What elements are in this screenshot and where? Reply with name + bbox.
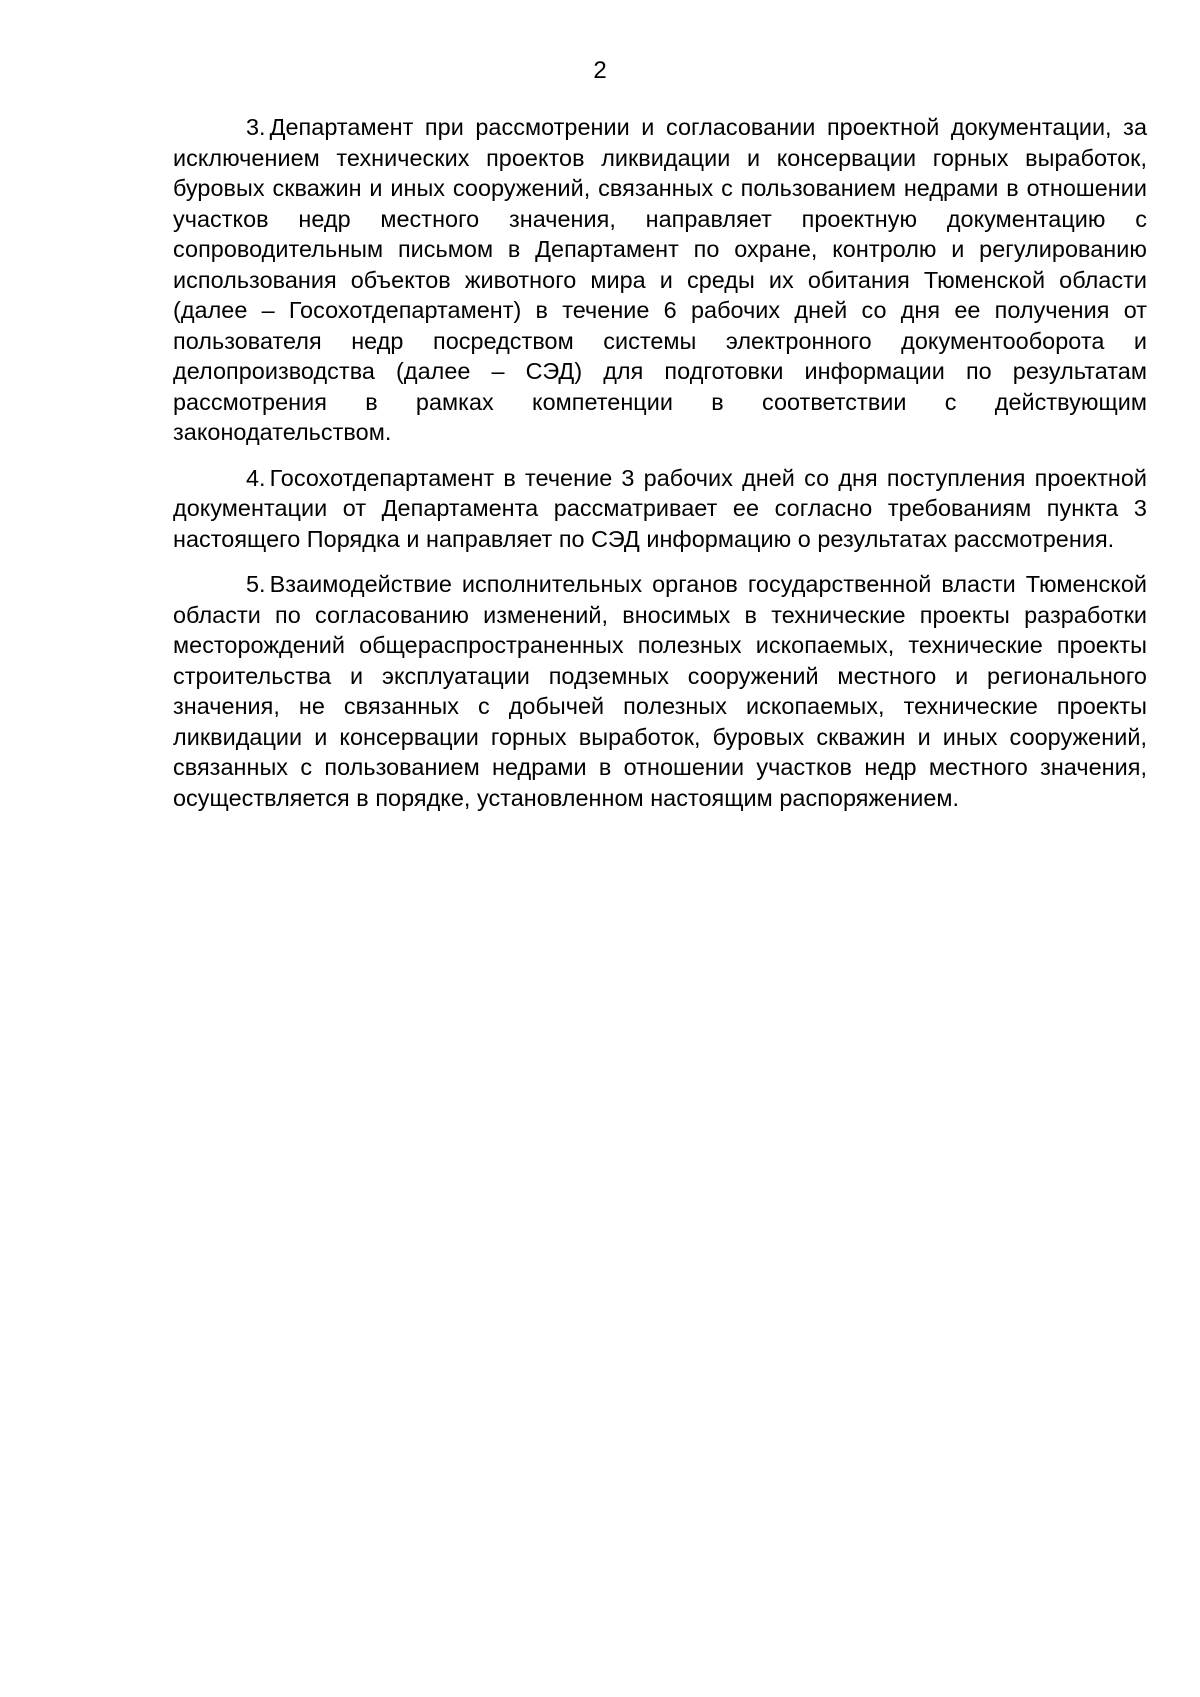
paragraph-5-text: Взаимодействие исполнительных органов государственной власти Тюменской области по согласованию изменений, вносимых в технические проекты разработки месторождений общераспространенных полезных ископаемых, технические проекты строительства и эксплуатации подземных сооружений местного и регионального значения, не связанных с добычей полезных ископаемых, технические проекты ликвидации и консервации горных выработок, буровых скважин и иных сооружений, связанных с пользованием недрами в отношении участков недр местного значения, осуществляется в порядке, установленном настоящим распоряжением. <box>173 571 1147 811</box>
paragraph-3 <box>173 112 1147 448</box>
paragraph-3-number: 3. <box>246 114 266 140</box>
paragraph-5-number: 5. <box>246 571 266 597</box>
paragraph-4-text: Госохотдепартамент в течение 3 рабочих дней со дня поступления проектной документации от Департамента рассматривает ее согласно требованиям пункта 3 настоящего Порядка и направляет по СЭД информацию о результатах рассмотрения. <box>173 464 1147 552</box>
paragraph-4-number: 4. <box>246 464 266 491</box>
document-body <box>173 112 1147 828</box>
paragraph-5 <box>173 569 1147 813</box>
page-number: 2 <box>593 57 607 84</box>
paragraph-3-text: Департамент при рассмотрении и согласовании проектной документации, за исключением технических проектов ликвидации и консервации горных выработок, буровых скважин и иных сооружений, связанных с пользованием недрами в отношении участков недр местного значения, направляет проектную документацию с сопроводительным письмом в Департамент по охране, контролю и регулированию использования объектов животного мира и среды их обитания Тюменской области (далее – Госохотдепартамент) в течение 6 рабочих дней со дня ее получения от пользователя недр посредством системы электронного документооборота и делопроизводства (далее – СЭД) для подготовки информации по результатам рассмотрения в рамках компетенции в соответствии с действующим законодательством. <box>173 114 1147 445</box>
paragraph-4 <box>173 463 1147 555</box>
